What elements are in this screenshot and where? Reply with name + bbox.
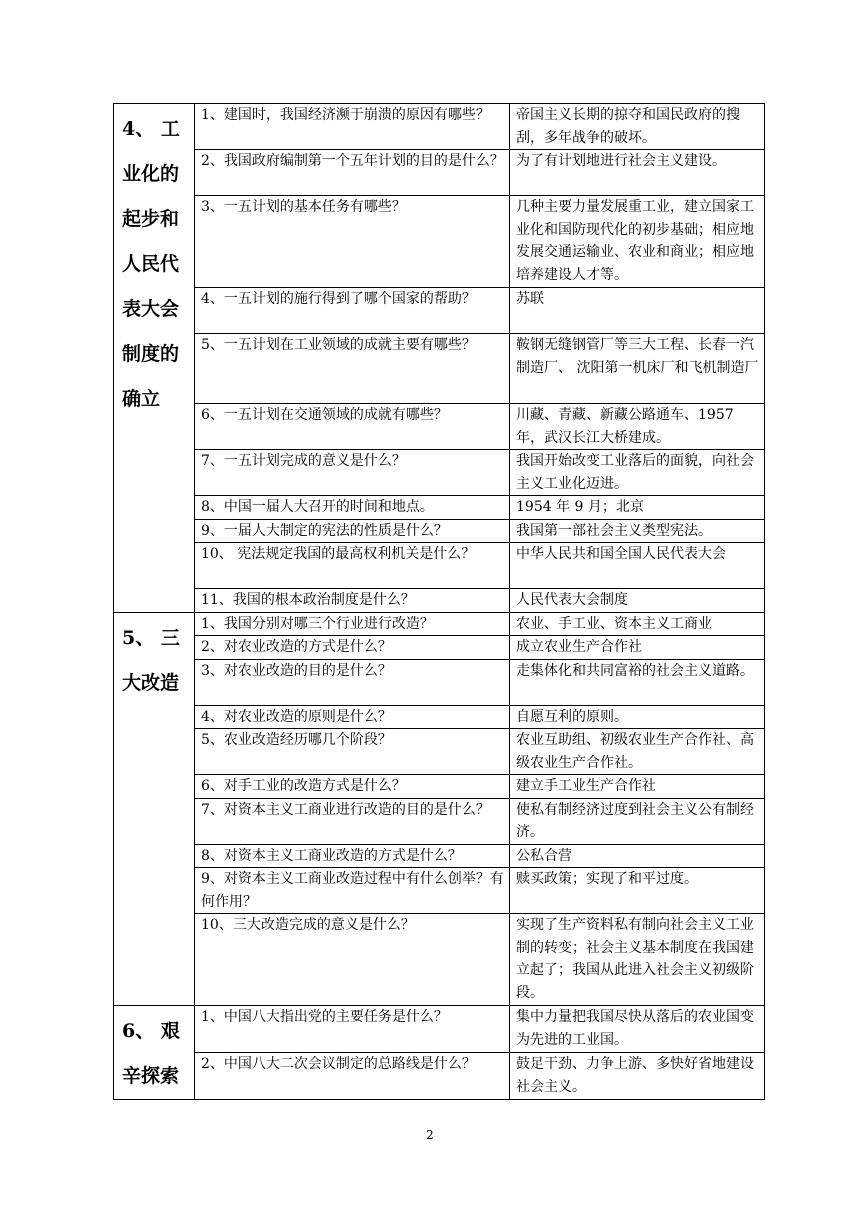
table-row — [114, 519, 765, 543]
answer-cell: 集中力量把我国尽快从落后的农业国变为先进的工业国。 — [510, 1006, 765, 1053]
answer-cell: 人民代表大会制度 — [510, 589, 765, 613]
table-row — [114, 196, 765, 288]
table-row — [114, 705, 765, 729]
question-cell: 1、建国时，我国经济濒于崩溃的原因有哪些？ — [195, 104, 510, 150]
table-row — [114, 334, 765, 404]
answer-cell: 我国第一部社会主义类型宪法。 — [510, 519, 765, 543]
table-row — [114, 798, 765, 844]
answer-cell: 鞍钢无缝钢管厂等三大工程、长春一汽制造厂、 沈阳第一机床厂和飞机制造厂 — [510, 334, 765, 404]
answer-cell: 我国开始改变工业落后的面貌，向社会主义工业化迈进。 — [510, 450, 765, 496]
section-title: 4、 工业化的起步和人民代表大会制度的确立 — [114, 104, 195, 613]
answer-cell: 建立手工业生产合作社 — [510, 775, 765, 799]
table-row — [114, 543, 765, 589]
table-row — [114, 1006, 765, 1053]
question-cell: 10、三大改造完成的意义是什么？ — [195, 914, 510, 1006]
answer-cell: 成立农业生产合作社 — [510, 636, 765, 660]
table-row — [114, 104, 765, 150]
answer-cell: 农业、手工业、资本主义工商业 — [510, 612, 765, 636]
question-cell: 5、农业改造经历哪几个阶段？ — [195, 729, 510, 775]
answer-cell: 鼓足干劲、力争上游、多快好省地建设社会主义。 — [510, 1053, 765, 1100]
question-cell: 9、一届人大制定的宪法的性质是什么？ — [195, 519, 510, 543]
question-cell: 10、 宪法规定我国的最高权利机关是什么？ — [195, 543, 510, 589]
table-row — [114, 450, 765, 496]
question-cell: 7、对资本主义工商业进行改造的目的是什么？ — [195, 798, 510, 844]
question-cell: 8、对资本主义工商业改造的方式是什么？ — [195, 844, 510, 868]
answer-cell: 苏联 — [510, 288, 765, 334]
table-row — [114, 844, 765, 868]
answer-cell: 中华人民共和国全国人民代表大会 — [510, 543, 765, 589]
question-cell: 1、我国分别对哪三个行业进行改造？ — [195, 612, 510, 636]
answer-cell: 几种主要力量发展重工业，建立国家工业化和国防现代化的初步基础；相应地发展交通运输业、农业和商业；相应地培养建设人才等。 — [510, 196, 765, 288]
table-row — [114, 636, 765, 660]
question-cell: 3、一五计划的基本任务有哪些？ — [195, 196, 510, 288]
answer-cell: 走集体化和共同富裕的社会主义道路。 — [510, 659, 765, 705]
section-title: 5、 三大改造 — [114, 612, 195, 1006]
table-row — [114, 729, 765, 775]
table-row — [114, 1053, 765, 1100]
table-row — [114, 404, 765, 450]
table-row — [114, 496, 765, 520]
question-cell: 6、一五计划在交通领域的成就有哪些？ — [195, 404, 510, 450]
question-cell: 2、中国八大二次会议制定的总路线是什么？ — [195, 1053, 510, 1100]
question-cell: 3、对农业改造的目的是什么？ — [195, 659, 510, 705]
answer-cell: 使私有制经济过度到社会主义公有制经济。 — [510, 798, 765, 844]
table-row — [114, 150, 765, 196]
answer-cell: 自愿互利的原则。 — [510, 705, 765, 729]
answer-cell: 为了有计划地进行社会主义建设。 — [510, 150, 765, 196]
question-cell: 9、对资本主义工商业改造过程中有什么创举？有何作用？ — [195, 868, 510, 914]
answer-cell: 公私合营 — [510, 844, 765, 868]
question-cell: 4、一五计划的施行得到了哪个国家的帮助？ — [195, 288, 510, 334]
question-cell: 1、中国八大指出党的主要任务是什么？ — [195, 1006, 510, 1053]
page-number: 2 — [426, 1128, 434, 1142]
table-row — [114, 288, 765, 334]
answer-cell: 赎买政策；实现了和平过度。 — [510, 868, 765, 914]
answer-cell: 川藏、青藏、新藏公路通车、1957年，武汉长江大桥建成。 — [510, 404, 765, 450]
answer-cell: 农业互助组、初级农业生产合作社、高级农业生产合作社。 — [510, 729, 765, 775]
question-cell: 2、对农业改造的方式是什么？ — [195, 636, 510, 660]
table-row — [114, 589, 765, 613]
question-cell: 8、中国一届人大召开的时间和地点。 — [195, 496, 510, 520]
answer-cell: 帝国主义长期的掠夺和国民政府的搜刮，多年战争的破坏。 — [510, 104, 765, 150]
answer-cell: 实现了生产资料私有制向社会主义工业制的转变；社会主义基本制度在我国建立起了；我国从此进入社会主义初级阶段。 — [510, 914, 765, 1006]
table-row — [114, 612, 765, 636]
section-title: 6、 艰辛探索 — [114, 1006, 195, 1100]
question-cell: 5、一五计划在工业领域的成就主要有哪些？ — [195, 334, 510, 404]
question-cell: 6、对手工业的改造方式是什么？ — [195, 775, 510, 799]
table-row — [114, 659, 765, 705]
question-cell: 11、我国的根本政治制度是什么？ — [195, 589, 510, 613]
qa-table — [113, 103, 765, 1100]
table-row — [114, 775, 765, 799]
question-cell: 4、对农业改造的原则是什么？ — [195, 705, 510, 729]
question-cell: 7、一五计划完成的意义是什么？ — [195, 450, 510, 496]
table-row — [114, 868, 765, 914]
answer-cell: 1954 年 9 月；北京 — [510, 496, 765, 520]
question-cell: 2、我国政府编制第一个五年计划的目的是什么？ — [195, 150, 510, 196]
table-row — [114, 914, 765, 1006]
